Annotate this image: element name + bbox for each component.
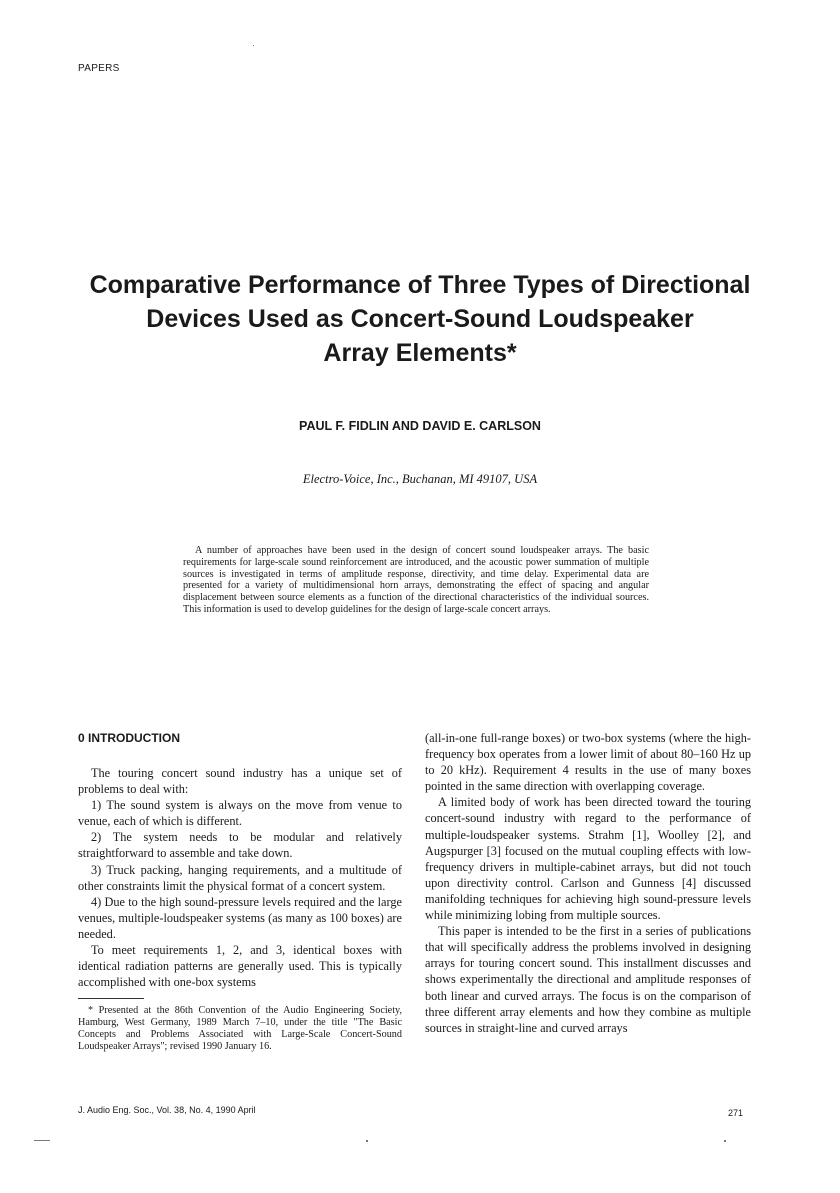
- section-heading: 0 INTRODUCTION: [78, 731, 180, 745]
- title-line: Array Elements*: [323, 339, 517, 367]
- authors: PAUL F. FIDLIN AND DAVID E. CARLSON: [299, 419, 541, 433]
- list-item: 3) Truck packing, hanging requirements, and a multitude of other constraints limit the physical format of a concert system.: [78, 862, 402, 893]
- scan-artifact: [34, 1140, 50, 1141]
- footnote: * Presented at the 86th Convention of the Audio Engineering Society, Hamburg, West Germany, 1989 March 7–10, under the title "The Basic Concepts and Problems Associated with Large-Scale Concert-Sound Loudspeaker Arrays"; revised 1990 January 16.: [78, 1005, 402, 1052]
- right-column: [425, 730, 751, 1036]
- paragraph: To meet requirements 1, 2, and 3, identical boxes with identical radiation patterns are generally used. This is typically accomplished with one-box systems: [78, 943, 402, 990]
- scan-artifact: [253, 45, 254, 46]
- title-line: Devices Used as Concert-Sound Loudspeaker: [146, 305, 694, 333]
- affiliation: Electro-Voice, Inc., Buchanan, MI 49107, USA: [302, 472, 538, 486]
- title-line: Comparative Performance of Three Types of Directional: [89, 271, 751, 299]
- paragraph: A limited body of work has been directed toward the touring concert-sound industry with regard to the performance of multiple-loudspeaker systems. Strahm [1], Woolley [2], and Augspurger [3] focused on the mutual coupling effects with low-frequency drivers in multiple-cabinet arrays, but did not touch upon directivity control. Carlson and Gunness [4] discussed manifolding techniques for achieving high sound-pressure levels while minimizing lobing from multiple sources.: [425, 795, 751, 923]
- list-item: 1) The sound system is always on the move from venue to venue, each of which is different.: [78, 798, 402, 829]
- abstract: A number of approaches have been used in the design of concert sound loudspeaker arrays. The basic requirements for large-scale sound reinforcement are introduced, and the acoustic power summation of multiple sources is investigated in terms of amplitude response, directivity, and time delay. Experimental data are presented for a variety of multidimensional horn arrays, demonstrating the effect of spacing and angular displacement between source elements as a function of the directional characteristics of the individual sources. This information is used to develop guidelines for the design of large-scale concert arrays.: [183, 545, 649, 615]
- scan-artifact: [366, 1140, 368, 1142]
- journal-citation: J. Audio Eng. Soc., Vol. 38, No. 4, 1990 April: [78, 1105, 256, 1115]
- footnote-rule: [78, 998, 144, 999]
- paper-title: [60, 268, 780, 370]
- paragraph: (all-in-one full-range boxes) or two-box systems (where the high-frequency box operates from a lower limit of about 80–160 Hz up to 20 kHz). Requirement 4 results in the use of many boxes pointed in the same direction with overlapping coverage.: [425, 731, 751, 794]
- paragraph: The touring concert sound industry has a unique set of problems to deal with:: [78, 766, 402, 797]
- paragraph: This paper is intended to be the first in a series of publications that will specifically address the problems involved in designing arrays for touring concert sound. This installment discusses and shows experimentally the directional and amplitude responses of both linear and curved arrays. The focus is on the comparison of three different array elements and how they combine as multiple sources in straight-line and curved arrays: [425, 924, 751, 1035]
- list-item: 2) The system needs to be modular and relatively straightforward to assemble and take down.: [78, 830, 402, 861]
- scan-artifact: [724, 1140, 726, 1142]
- section-tag: PAPERS: [78, 63, 120, 74]
- list-item: 4) Due to the high sound-pressure levels required and the large venues, multiple-loudspeaker systems (as many as 100 boxes) are needed.: [78, 894, 402, 941]
- left-column: [78, 730, 402, 1053]
- page-number: 271: [728, 1108, 744, 1118]
